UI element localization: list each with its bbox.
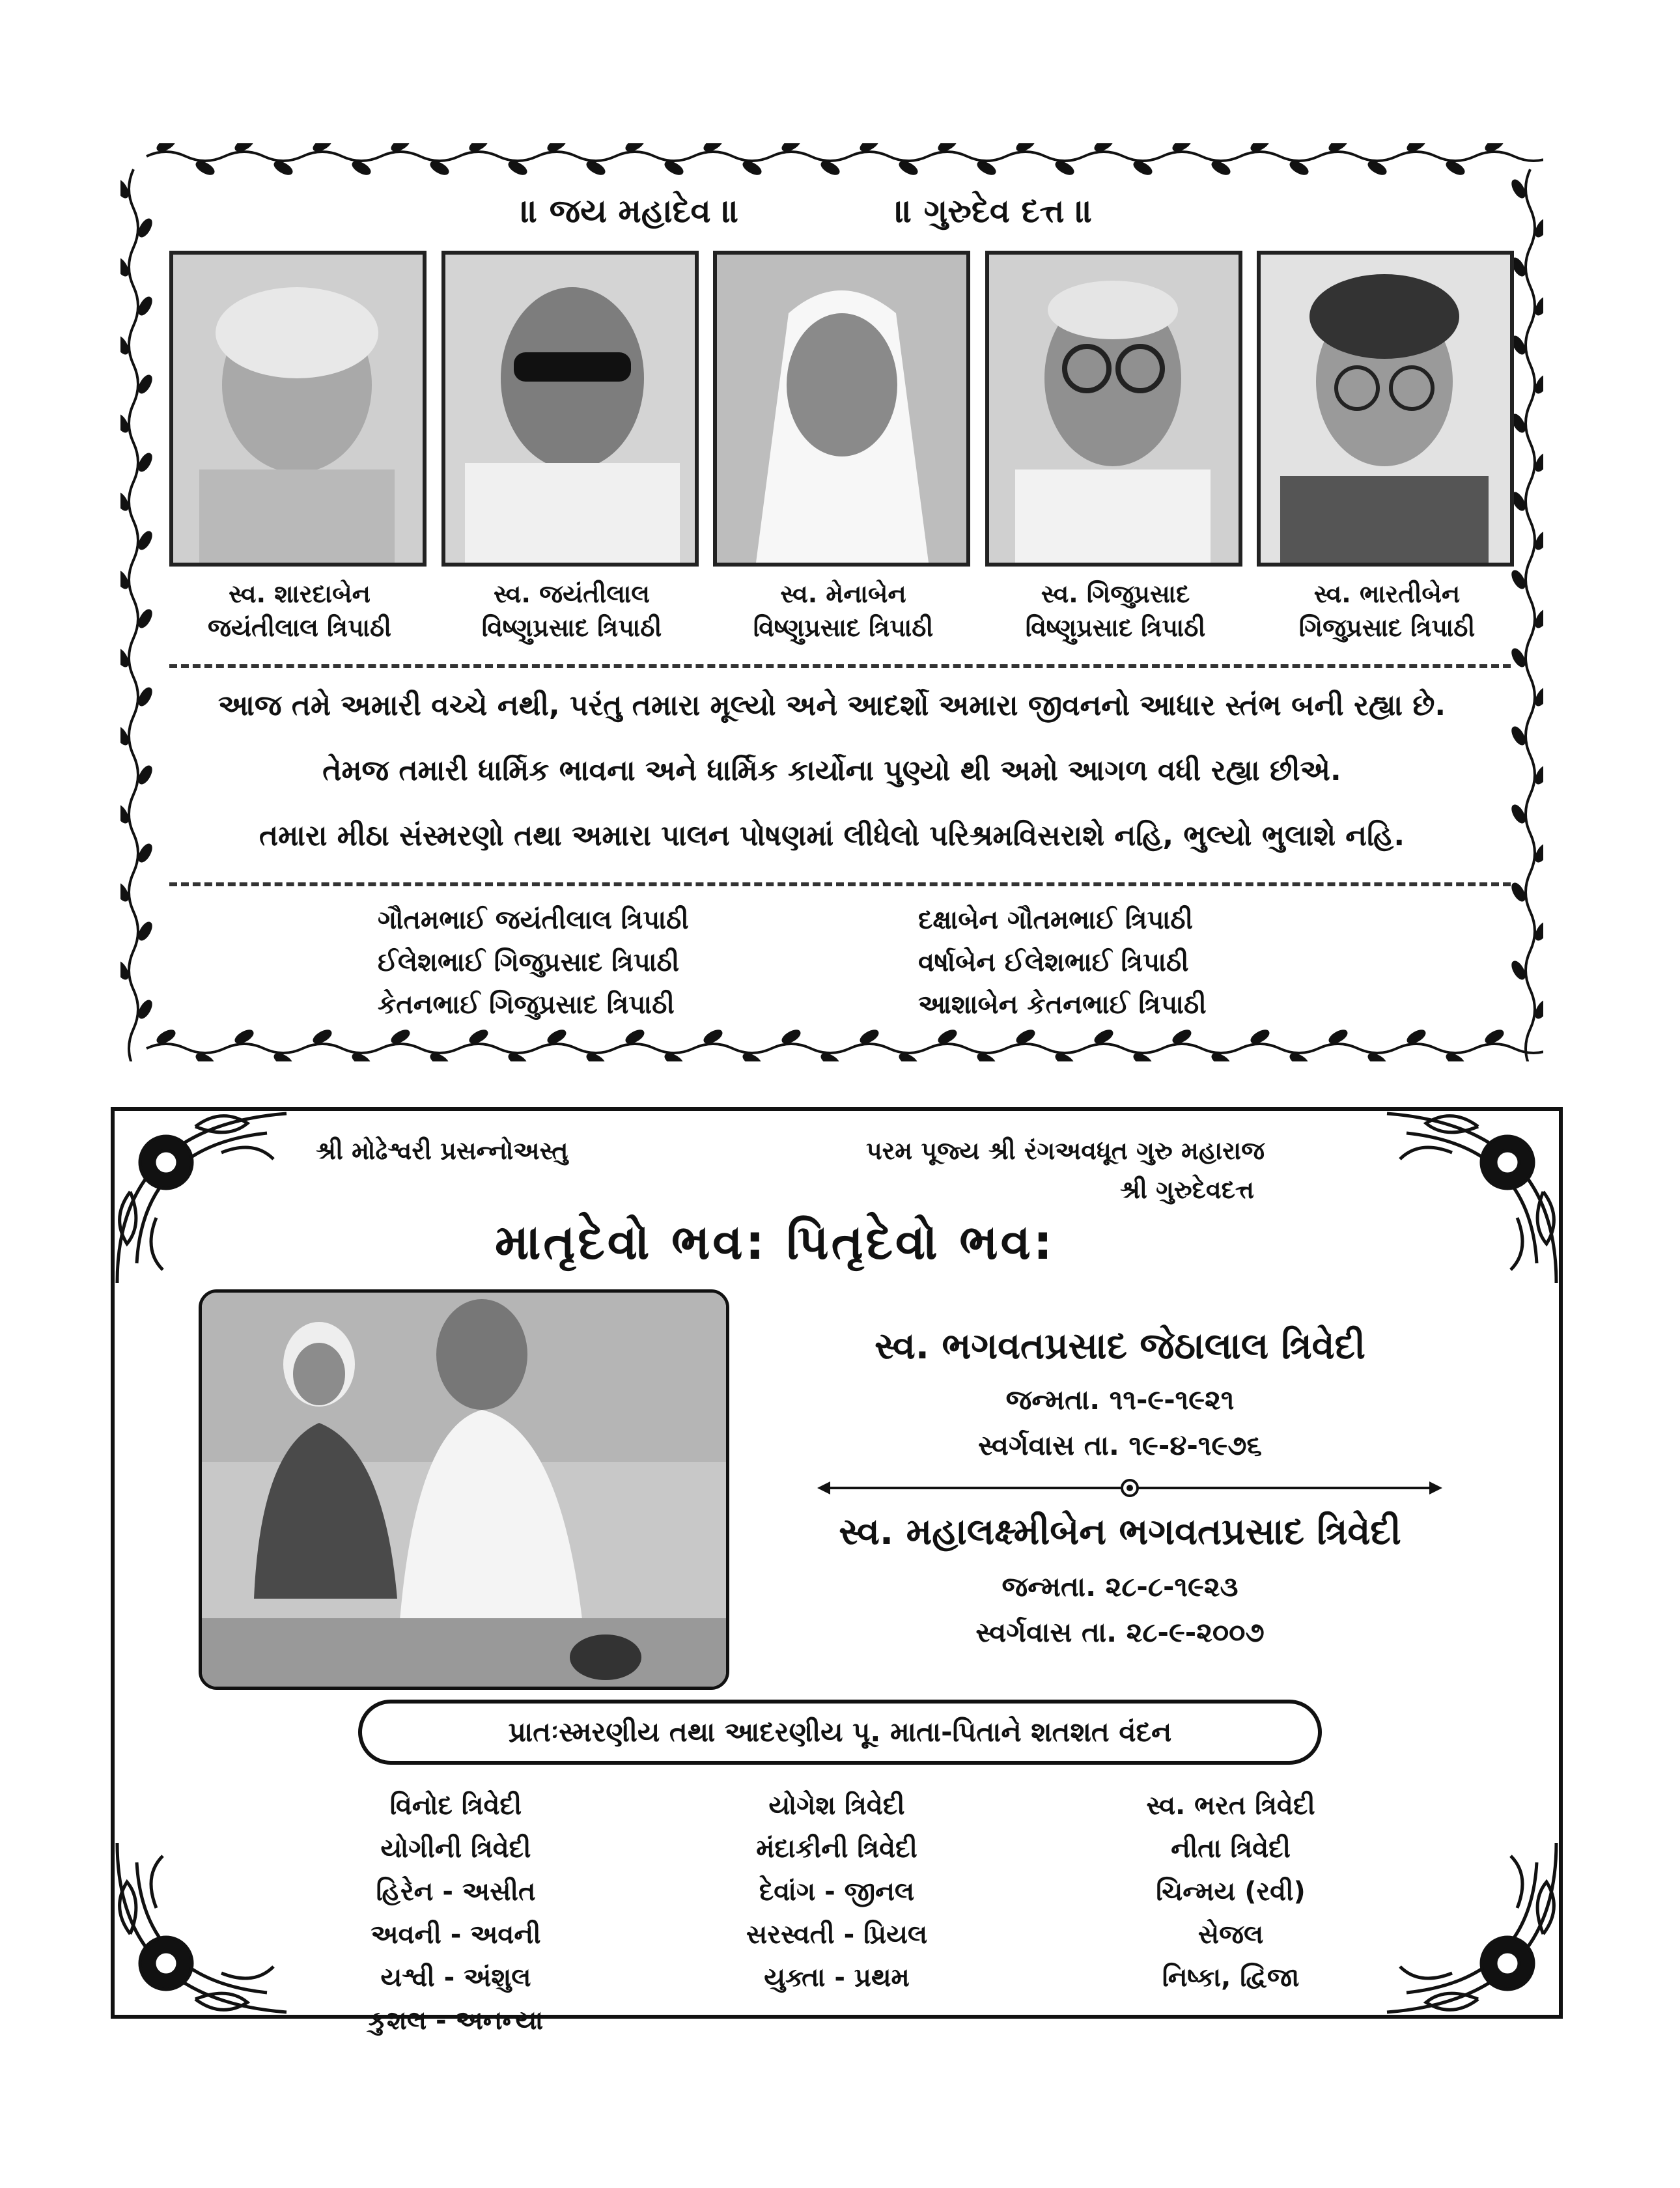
family-member: નિષ્કા, દ્વિજા bbox=[1162, 1963, 1300, 1993]
portrait-photo-2 bbox=[441, 251, 699, 567]
portrait-photo-3 bbox=[713, 251, 970, 567]
caption-surname-2: વિષ્ણુપ્રસાદ ત્રિપાઠી bbox=[481, 613, 662, 642]
family-member: ચિન્મય (રવી) bbox=[1156, 1877, 1306, 1907]
family-column-1 bbox=[287, 1784, 625, 2042]
family-member: કેતનભાઈ ગિજુપ્રસાદ ત્રિપાઠી bbox=[378, 990, 675, 1020]
family-member: ગૌતમભાઈ જયંતીલાલ ત્રિપાઠી bbox=[378, 905, 689, 935]
mother-death-date: સ્વર્ગવાસ તા. ૨૮-૯-૨૦૦૭ bbox=[975, 1616, 1265, 1648]
family-member: નીતા ત્રિવેદી bbox=[1171, 1834, 1291, 1864]
divider-upper bbox=[169, 664, 1511, 668]
family-member: યોગેશ ત્રિવેદી bbox=[768, 1791, 905, 1821]
blessing-left: શ્રી મોઢેશ્વરી પ્રસન્નોઅસ્તુ bbox=[316, 1136, 568, 1165]
family-member: સરસ્વતી - પ્રિયલ bbox=[746, 1920, 928, 1950]
caption-name-5: સ્વ. ભારતીબેન bbox=[1313, 580, 1461, 608]
family-column-2 bbox=[667, 1784, 1006, 1999]
family-member: સેજલ bbox=[1197, 1920, 1264, 1950]
caption-name-1: સ્વ. શારદાબેન bbox=[229, 580, 371, 608]
blessing-gurudev: શ્રી ગુરુદેવદત્ત bbox=[1120, 1175, 1254, 1204]
father-birth-date: જન્મતા. ૧૧-૯-૧૯૨૧ bbox=[1005, 1384, 1235, 1416]
family-member: યોગીની ત્રિવેદી bbox=[380, 1834, 531, 1864]
family-member: ઈલેશભાઈ ગિજુપ્રસાદ ત્રિપાઠી bbox=[378, 947, 680, 977]
corner-ornament-icon bbox=[1374, 1101, 1569, 1296]
father-name: સ્વ. ભગવતપ્રસાદ જેઠાલાલ ત્રિવેદી bbox=[875, 1325, 1365, 1368]
gurudev-datt-heading: ॥ ગુરુદેવ દત્ત ॥ bbox=[895, 192, 1093, 230]
caption-surname-1: જયંતીલાલ ત્રિપાઠી bbox=[207, 613, 392, 642]
blessing-right: પરમ પૂજ્ય શ્રી રંગઅવધૂત ગુરુ મહારાજ bbox=[866, 1136, 1265, 1165]
family-member: હિરેન - અસીત bbox=[376, 1877, 536, 1907]
family-member: વર્ષાબેન ઈલેશભાઈ ત્રિપાઠી bbox=[918, 947, 1189, 977]
corner-ornament-icon bbox=[104, 1101, 300, 1296]
family-member: દેવાંગ - જીનલ bbox=[759, 1877, 915, 1907]
ornamental-divider bbox=[817, 1475, 1442, 1501]
father-death-date: સ્વર્ગવાસ તા. ૧૯-૪-૧૯૭૬ bbox=[978, 1429, 1262, 1461]
caption-name-2: સ્વ. જયંતીલાલ bbox=[493, 580, 651, 608]
family-column-3 bbox=[1061, 1784, 1400, 1999]
portrait-photo-1 bbox=[169, 251, 427, 567]
divider-lower bbox=[169, 882, 1511, 886]
caption-surname-3: વિષ્ણુપ્રસાદ ત્રિપાઠી bbox=[753, 613, 934, 642]
family-member: દક્ષાબેન ગૌતમભાઈ ત્રિપાઠી bbox=[918, 905, 1194, 935]
corner-ornament-icon bbox=[104, 1830, 300, 2025]
family-member: અવની - અવની bbox=[371, 1920, 541, 1950]
tribute-line-3: તમારા મીઠા સંસ્મરણો તથા અમારા પાલન પોષણમાં લીધેલો પરિશ્રમવિસરાશે નહિ, ભુલ્યો ભુલાશે નહિ. bbox=[259, 819, 1405, 852]
caption-surname-5: ગિજુપ્રસાદ ત્રિપાઠી bbox=[1298, 613, 1476, 642]
mother-birth-date: જન્મતા. ૨૮-૮-૧૯૨૩ bbox=[1001, 1571, 1239, 1603]
tribute-line-1: આજ તમે અમારી વચ્ચે નથી, પરંતુ તમારા મૂલ્યો અને આદર્શો અમારા જીવનનો આધાર સ્તંભ બની રહ્યા છે. bbox=[217, 689, 1446, 722]
corner-ornament-icon bbox=[1374, 1830, 1569, 2025]
family-member: યશ્વી - અંશુલ bbox=[380, 1963, 531, 1993]
caption-name-4: સ્વ. ગિજુપ્રસાદ bbox=[1041, 580, 1190, 608]
family-member: સ્વ. ભરત ત્રિવેદી bbox=[1146, 1791, 1315, 1821]
family-member: મંદાકીની ત્રિવેદી bbox=[756, 1834, 917, 1864]
caption-name-3: સ્વ. મેનાબેન bbox=[780, 580, 906, 608]
caption-surname-4: વિષ્ણુપ્રસાદ ત્રિપાઠી bbox=[1025, 613, 1206, 642]
family-member: કુશલ - અનન્યા bbox=[368, 2006, 544, 2036]
memorial-panel-top bbox=[120, 143, 1543, 1061]
salutation-banner: પ્રાતઃસ્મરણીય તથા આદરણીય પૂ. માતા-પિતાને શતશત વંદન bbox=[358, 1700, 1322, 1765]
portrait-photo-4 bbox=[985, 251, 1242, 567]
tribute-line-2: તેમજ તમારી ધાર્મિક ભાવના અને ધાર્મિક કાર્યોના પુણ્યો થી અમો આગળ વધી રહ્યા છીએ. bbox=[322, 754, 1341, 787]
couple-photo bbox=[199, 1289, 729, 1690]
family-member: યુક્તા - પ્રથમ bbox=[764, 1963, 910, 1993]
mother-name: સ્વ. મહાલક્ષ્મીબેન ભગવતપ્રસાદ ત્રિવેદી bbox=[839, 1511, 1401, 1553]
page-title: માતૃદેવો ભવ: પિતૃદેવો ભવ: bbox=[495, 1214, 1056, 1270]
portrait-photo-5 bbox=[1257, 251, 1514, 567]
jay-mahadev-heading: ॥ જય મહાદેવ ॥ bbox=[521, 192, 740, 230]
family-member: આશાબેન કેતનભાઈ ત્રિપાઠી bbox=[918, 990, 1207, 1020]
family-member: વિનોદ ત્રિવેદી bbox=[389, 1791, 522, 1821]
